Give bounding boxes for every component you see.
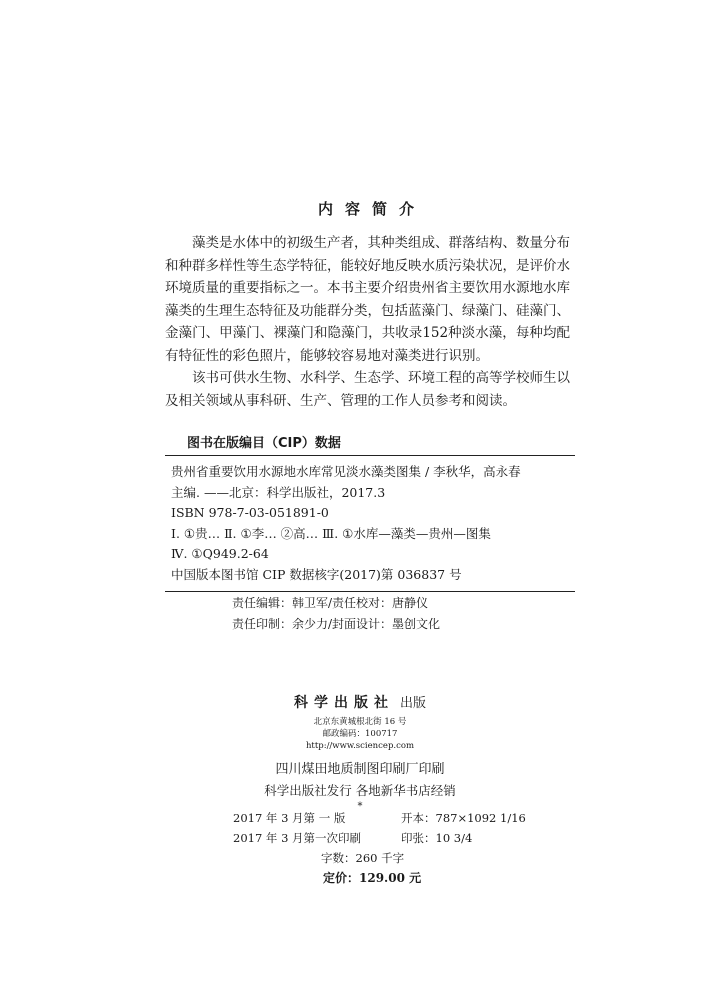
cip-line-record-number: 中国版本图书馆 CIP 数据核字(2017)第 036837 号 xyxy=(171,566,462,582)
edition-row-1 xyxy=(233,808,526,828)
staff-line-production: 责任印制：余少力/封面设计：墨创文化 xyxy=(232,617,441,631)
word-count: 字数：260 千字 xyxy=(321,851,405,865)
staff-credits xyxy=(232,593,440,635)
cip-body xyxy=(165,456,575,585)
printer-line: 四川煤田地质制图印刷厂印刷 xyxy=(275,762,445,777)
intro-paragraph-2: 该书可供水生物、水科学、生态学、环境工程的高等学校师生以及相关领域从事科研、生产、管理的工作人员参考和阅读。 xyxy=(165,370,570,409)
cip-divider xyxy=(165,591,575,592)
cip-line-publisher: 主编. ——北京：科学出版社，2017.3 xyxy=(171,484,386,500)
price: 定价：129.00 元 xyxy=(323,871,422,885)
cip-line-title: 贵州省重要饮用水源地水库常见淡水藻类图集 / 李秋华，高永春 xyxy=(171,464,521,479)
sheets-text: 印张：10 3/4 xyxy=(401,831,473,845)
publisher-postcode: 邮政编码：100717 xyxy=(322,729,398,739)
publisher-heading xyxy=(0,692,720,712)
separator-star: * xyxy=(357,801,363,812)
edition-text: 2017 年 3 月第 一 版 xyxy=(233,811,346,825)
intro-title: 内容简介 xyxy=(317,200,426,218)
distribution-line: 科学出版社发行 各地新华书店经销 xyxy=(264,783,456,798)
publisher-url: http://www.sciencep.com xyxy=(305,741,415,751)
cip-line-subjects: Ⅰ. ①贵… Ⅱ. ①李… ②高… Ⅲ. ①水库—藻类—贵州—图集 xyxy=(171,525,491,541)
edition-info xyxy=(233,808,526,888)
edition-row-2 xyxy=(233,828,526,848)
intro-text xyxy=(165,232,570,412)
publisher-name-suffix: 出版 xyxy=(399,696,426,711)
cip-line-classification: Ⅳ. ①Q949.2-64 xyxy=(171,546,269,561)
printing-text: 2017 年 3 月第一次印刷 xyxy=(233,831,362,845)
intro-paragraph-1: 藻类是水体中的初级生产者，其种类组成、群落结构、数量分布和种群多样性等生态学特征，能较好地反映水质污染状况，是评价水环境质量的重要指标之一。本书主要介绍贵州省主要饮用水源地水库藻类的生理生态特征及功能群分类，包括蓝藻门、绿藻门、硅藻门、金藻门、甲藻门、裸藻门和隐藻门，共收录152种淡水藻，每种均配有特征性的彩色照片，能够较容易地对藻类进行识别。 xyxy=(165,235,570,364)
format-text: 开本：787×1092 1/16 xyxy=(401,811,526,825)
cip-heading: 图书在版编目（CIP）数据 xyxy=(165,432,575,456)
staff-line-editors: 责任编辑：韩卫军/责任校对：唐静仪 xyxy=(232,596,429,610)
cip-line-isbn: ISBN 978-7-03-051891-0 xyxy=(171,505,329,520)
cip-block xyxy=(165,432,575,592)
publisher-address: 北京东黄城根北街 16 号 xyxy=(313,717,407,727)
publisher-block xyxy=(0,692,720,813)
publisher-name: 科学出版社 xyxy=(293,695,394,711)
